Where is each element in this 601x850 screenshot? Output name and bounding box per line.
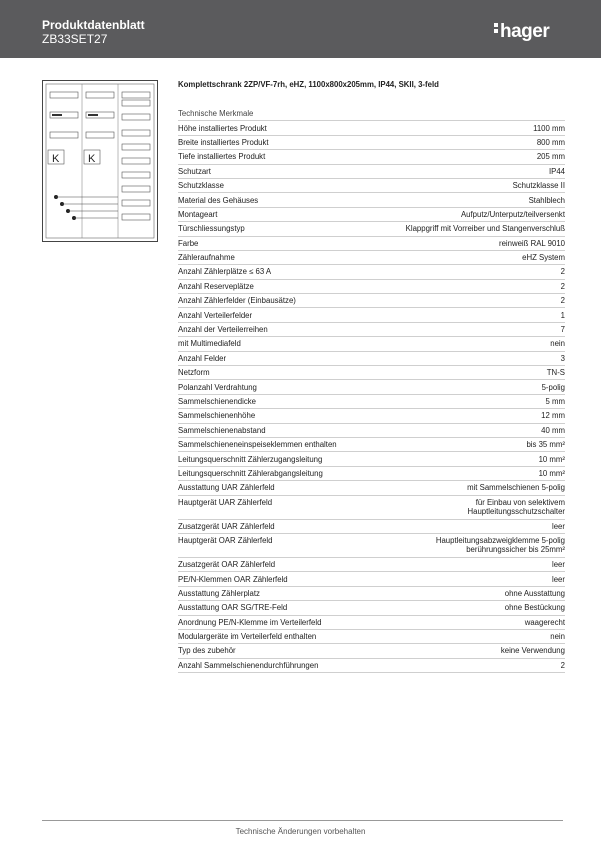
spec-value: nein (371, 629, 565, 643)
spec-label: Zusatzgerät UAR Zählerfeld (178, 519, 371, 533)
spec-label: Schutzklasse (178, 178, 371, 192)
spec-value (371, 533, 565, 557)
spec-row (178, 615, 565, 629)
spec-value: 205 mm (371, 150, 565, 164)
spec-label: Anzahl Zählerfelder (Einbausätze) (178, 294, 371, 308)
spec-label: Ausstattung OAR SG/TRE-Feld (178, 601, 371, 615)
spec-row (178, 481, 565, 495)
spec-label: Anzahl Verteilerfelder (178, 308, 371, 322)
spec-value-line: berührungssicher bis 25mm² (466, 544, 565, 554)
spec-label: Typ des zubehör (178, 644, 371, 658)
spec-value: TN-S (371, 366, 565, 380)
spec-row (178, 265, 565, 279)
spec-label: Ausstattung Zählerplatz (178, 586, 371, 600)
footer-divider (42, 820, 563, 821)
spec-row (178, 193, 565, 207)
spec-row (178, 586, 565, 600)
spec-label: mit Multimediafeld (178, 337, 371, 351)
spec-value: Aufputz/Unterputz/teilversenkt (371, 207, 565, 221)
page-header (0, 0, 601, 58)
spec-row (178, 294, 565, 308)
brand-logo: hager (494, 21, 549, 43)
spec-label: Zähleraufnahme (178, 250, 371, 264)
spec-value: 5 mm (371, 394, 565, 408)
spec-label: Anzahl Felder (178, 351, 371, 365)
spec-row (178, 308, 565, 322)
spec-label: Leitungsquerschnitt Zählerzugangsleitung (178, 452, 371, 466)
spec-value: 2 (371, 265, 565, 279)
product-subtitle: Komplettschrank 2ZP/VF-7rh, eHZ, 1100x800x205mm, IP44, SKII, 3-feld (178, 80, 439, 89)
spec-row (178, 366, 565, 380)
spec-row (178, 164, 565, 178)
spec-label: Hauptgerät OAR Zählerfeld (178, 533, 371, 557)
spec-value: ohne Ausstattung (371, 586, 565, 600)
spec-value: 10 mm² (371, 466, 565, 480)
spec-label: Höhe installiertes Produkt (178, 121, 371, 135)
spec-value: leer (371, 557, 565, 571)
spec-value-line: Hauptleitungsabzweigklemme 5-polig (435, 535, 565, 545)
spec-value: Schutzklasse II (371, 178, 565, 192)
spec-label: Anordnung PE/N-Klemme im Verteilerfeld (178, 615, 371, 629)
spec-label: Zusatzgerät OAR Zählerfeld (178, 557, 371, 571)
product-drawing (42, 80, 158, 242)
spec-value: eHZ System (371, 250, 565, 264)
spec-value: 40 mm (371, 423, 565, 437)
spec-label: Sammelschienenhöhe (178, 409, 371, 423)
spec-label: Sammelschieneneinspeiseklemmen enthalten (178, 437, 371, 451)
spec-value: reinweiß RAL 9010 (371, 236, 565, 250)
spec-value: leer (371, 519, 565, 533)
spec-row (178, 207, 565, 221)
spec-row (178, 452, 565, 466)
spec-label: Material des Gehäuses (178, 193, 371, 207)
logo-dots-icon (494, 23, 499, 35)
spec-label: Modulargeräte im Verteilerfeld enthalten (178, 629, 371, 643)
spec-value: leer (371, 572, 565, 586)
spec-label: Netzform (178, 366, 371, 380)
spec-value: nein (371, 337, 565, 351)
spec-label: Sammelschienendicke (178, 394, 371, 408)
footer-note: Technische Änderungen vorbehalten (235, 827, 366, 836)
spec-value: ohne Bestückung (371, 601, 565, 615)
spec-value: 1 (371, 308, 565, 322)
spec-value: mit Sammelschienen 5-polig (371, 481, 565, 495)
spec-label: Anzahl Zählerplätze ≤ 63 A (178, 265, 371, 279)
spec-row (178, 533, 565, 557)
spec-row (178, 557, 565, 571)
spec-label: Breite installiertes Produkt (178, 135, 371, 149)
spec-row (178, 279, 565, 293)
spec-section-header (178, 107, 565, 121)
spec-value: Stahlblech (371, 193, 565, 207)
spec-row (178, 135, 565, 149)
spec-label: Montageart (178, 207, 371, 221)
spec-value: 2 (371, 294, 565, 308)
spec-value: IP44 (371, 164, 565, 178)
spec-value: 3 (371, 351, 565, 365)
drawing-label-left: K (52, 153, 60, 165)
spec-label: Farbe (178, 236, 371, 250)
spec-table (178, 107, 565, 673)
spec-value: Klappgriff mit Vorreiber und Stangenverschluß (371, 222, 565, 236)
spec-label: Hauptgerät UAR Zählerfeld (178, 495, 371, 519)
spec-value: 12 mm (371, 409, 565, 423)
spec-row (178, 519, 565, 533)
spec-row (178, 337, 565, 351)
spec-row (178, 466, 565, 480)
spec-label: Anzahl Sammelschienendurchführungen (178, 658, 371, 672)
spec-value: 2 (371, 658, 565, 672)
spec-section-label: Technische Merkmale (178, 107, 565, 121)
spec-row (178, 121, 565, 135)
spec-value: 800 mm (371, 135, 565, 149)
spec-row (178, 658, 565, 672)
spec-row (178, 644, 565, 658)
spec-value: 5-polig (371, 380, 565, 394)
spec-label: Sammelschienenabstand (178, 423, 371, 437)
spec-label: Türschliessungstyp (178, 222, 371, 236)
spec-value: 7 (371, 322, 565, 336)
spec-value: 2 (371, 279, 565, 293)
spec-row (178, 409, 565, 423)
spec-row (178, 236, 565, 250)
spec-label: Schutzart (178, 164, 371, 178)
spec-row (178, 250, 565, 264)
spec-row (178, 437, 565, 451)
spec-value-line: Hauptleitungsschutzschalter (467, 506, 565, 516)
spec-label: Leitungsquerschnitt Zählerabgangsleitung (178, 466, 371, 480)
spec-row (178, 495, 565, 519)
spec-value: waagerecht (371, 615, 565, 629)
document-title: Produktdatenblatt (42, 18, 145, 32)
spec-row (178, 222, 565, 236)
spec-label: Polanzahl Verdrahtung (178, 380, 371, 394)
spec-value: 10 mm² (371, 452, 565, 466)
spec-row (178, 629, 565, 643)
spec-row (178, 601, 565, 615)
spec-label: Anzahl der Verteilerreihen (178, 322, 371, 336)
spec-row (178, 380, 565, 394)
spec-label: Ausstattung UAR Zählerfeld (178, 481, 371, 495)
spec-row (178, 394, 565, 408)
spec-value-line: für Einbau von selektivem (475, 497, 565, 507)
spec-label: Anzahl Reserveplätze (178, 279, 371, 293)
spec-label: Tiefe installiertes Produkt (178, 150, 371, 164)
spec-label: PE/N-Klemmen OAR Zählerfeld (178, 572, 371, 586)
spec-value: keine Verwendung (371, 644, 565, 658)
spec-row (178, 351, 565, 365)
spec-row (178, 322, 565, 336)
spec-value: 1100 mm (371, 121, 565, 135)
spec-row (178, 150, 565, 164)
drawing-label-right: K (88, 153, 96, 165)
spec-value: bis 35 mm² (371, 437, 565, 451)
spec-row (178, 572, 565, 586)
spec-value (371, 495, 565, 519)
spec-row (178, 423, 565, 437)
spec-row (178, 178, 565, 192)
product-code: ZB33SET27 (42, 32, 108, 46)
